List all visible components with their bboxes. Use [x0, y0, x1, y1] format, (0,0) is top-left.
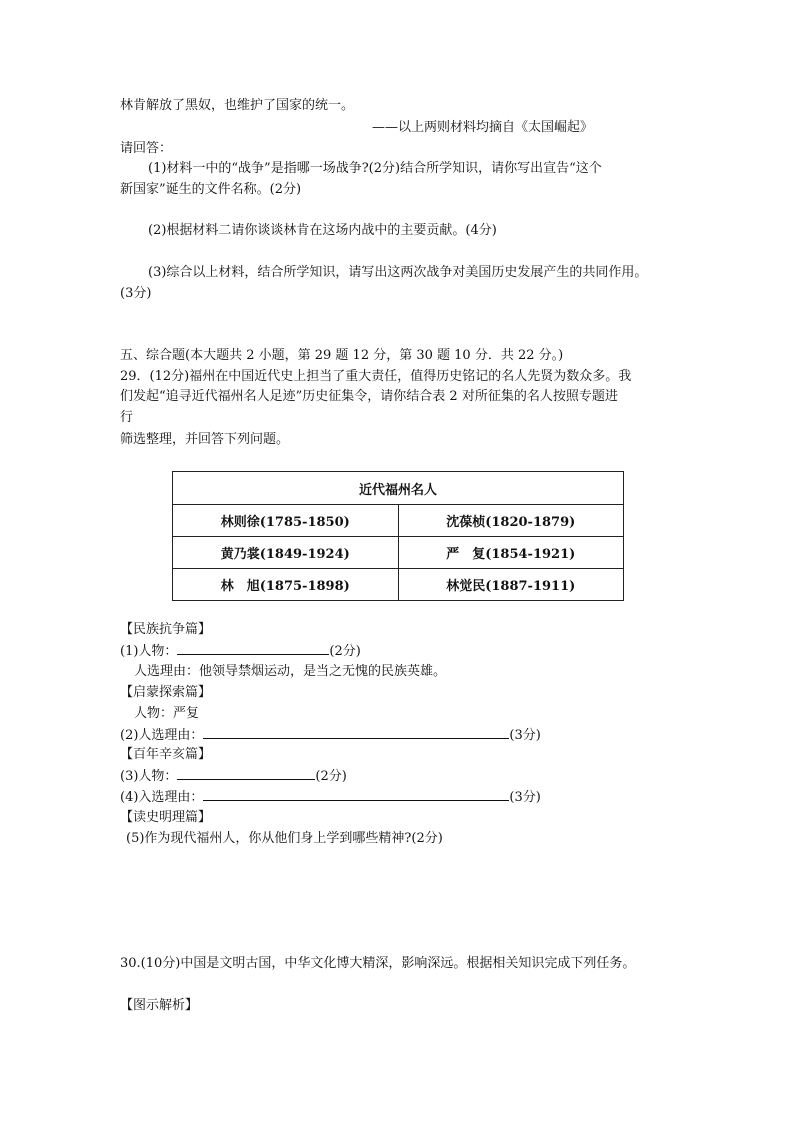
part3-q4-label: (4)入选理由： [120, 790, 204, 805]
question-2: (2)根据材料二请你谈谈林肯在这场内战中的主要贡献。(4分) [148, 223, 497, 238]
part2-title: 【启蒙探索篇】 [120, 685, 212, 700]
question-1-line1: (1)材料一中的“战争”是指哪一场战争?(2分)结合所学知识，请你写出宣告“这个 [148, 161, 602, 176]
q29-line1: 29．(12分)福州在中国近代史上担当了重大责任，值得历史铭记的名人先贤为数众多。我 [120, 369, 632, 384]
question-1-line2: 新国家”诞生的文件名称。(2分) [120, 182, 302, 197]
part1-q1-score: (2分) [329, 644, 361, 659]
part2-q2-score: (3分) [509, 728, 541, 743]
person-answer-blank[interactable] [177, 767, 315, 780]
reason-answer-blank[interactable] [203, 788, 509, 801]
question-3-line1: (3)综合以上材料，结合所学知识，请写出这两次战争对美国历史发展产生的共同作用。 [148, 265, 648, 280]
table-row [173, 569, 624, 601]
part2-person: 人物：严复 [134, 706, 200, 721]
part3-q3-score: (2分) [315, 769, 347, 784]
table-cell: 林觉民(1887-1911) [398, 569, 624, 601]
part4-title: 【读史明理篇】 [120, 810, 212, 825]
table-cell: 沈葆桢(1820-1879) [398, 505, 624, 537]
part1-q1-label: (1)人物： [120, 644, 178, 659]
q29-line2: 们发起“追寻近代福州名人足迹”历史征集令，请你结合表 2 对所征集的名人按照专题进 [120, 389, 618, 404]
part1-title: 【民族抗争篇】 [120, 622, 212, 637]
famous-people-table [172, 471, 624, 601]
table-row [173, 537, 624, 569]
part3-question-3 [120, 767, 347, 786]
table-cell: 林 旭(1875-1898) [173, 569, 399, 601]
part3-title: 【百年辛亥篇】 [120, 747, 212, 762]
table-cell: 严 复(1854-1921) [398, 537, 624, 569]
part1-reason: 人选理由：他领导禁烟运动，是当之无愧的民族英雄。 [134, 664, 447, 679]
q30-line1: 30.(10分)中国是文明古国，中华文化博大精深，影响深远。根据相关知识完成下列任务。 [120, 956, 636, 971]
reason-answer-blank[interactable] [203, 726, 509, 739]
q29-line3: 行 [120, 410, 134, 425]
part3-q3-label: (3)人物： [120, 769, 178, 784]
material-source: ——以上两则材料均摘自《太国崛起》 [372, 120, 594, 135]
part1-question [120, 642, 361, 661]
table-cell: 黄乃裳(1849-1924) [173, 537, 399, 569]
table-cell: 林则徐(1785-1850) [173, 505, 399, 537]
question-3-line2: (3分) [120, 286, 152, 301]
section-heading: 五、综合题(本大题共 2 小题，第 29 题 12 分，第 30 题 10 分．共 22 分。) [120, 348, 564, 363]
q30-subtitle: 【图示解析】 [120, 998, 199, 1013]
person-answer-blank[interactable] [177, 642, 329, 655]
table-header: 近代福州名人 [173, 472, 624, 505]
part3-question-4 [120, 788, 541, 807]
material-line: 林肯解放了黑奴，也维护了国家的统一。 [120, 98, 355, 113]
part2-q2-label: (2)人选理由： [120, 728, 204, 743]
table-row [173, 505, 624, 537]
part2-question [120, 726, 541, 745]
q29-line4: 筛选整理，并回答下列问题。 [120, 432, 290, 447]
part4-question-5: (5)作为现代福州人，你从他们身上学到哪些精神?(2分) [126, 831, 443, 846]
answer-prompt: 请回答： [120, 141, 173, 156]
part3-q4-score: (3分) [509, 790, 541, 805]
